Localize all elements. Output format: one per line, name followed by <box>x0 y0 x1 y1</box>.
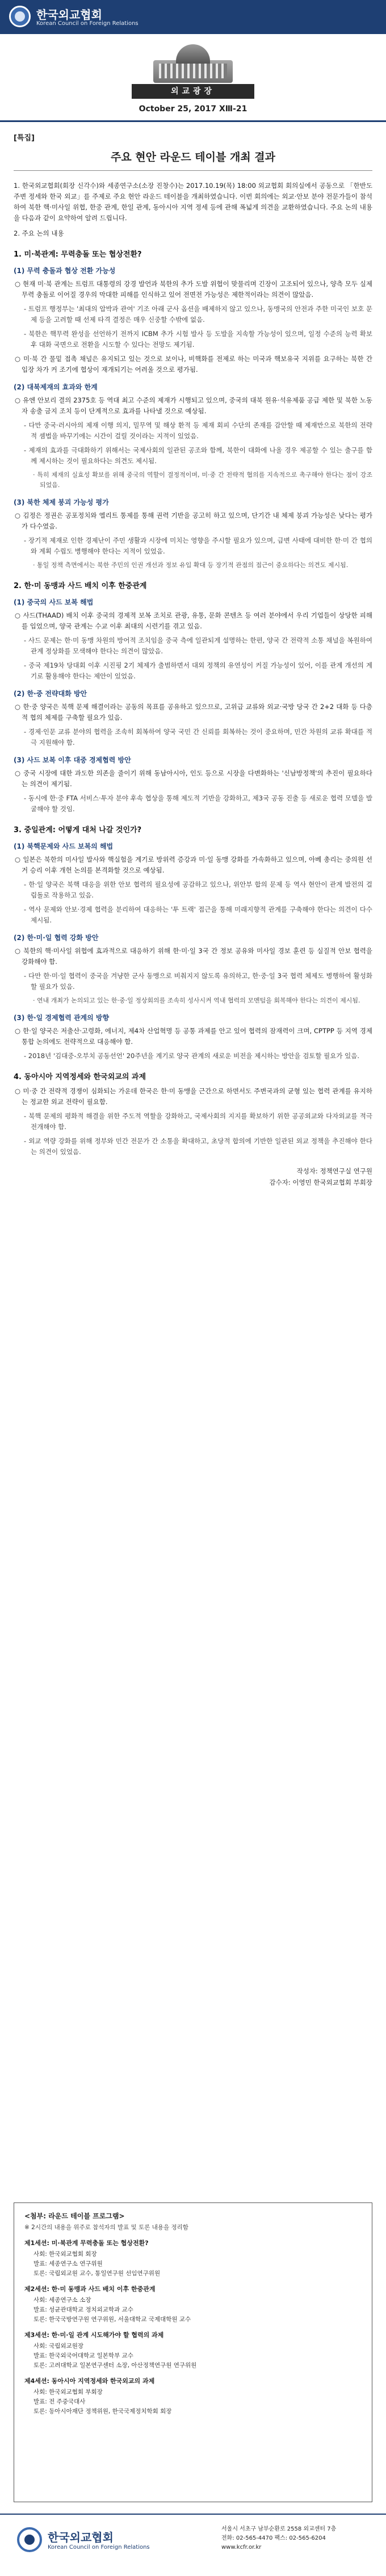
building-seal-icon <box>151 44 235 85</box>
session-name: 제3세션: 한·미·일 관계 시도해가야 할 협력의 과제 <box>24 2331 164 2339</box>
session-line: 사회: 한국외교협회 회장 <box>33 2251 97 2258</box>
title-divider <box>14 170 372 171</box>
org-name-ko: 한국외교협회 <box>36 8 102 22</box>
subsection-heading: (1) 북핵문제와 사드 보복의 해법 <box>14 842 114 850</box>
bullet-item: ○ 중국 시장에 대한 과도한 의존을 줄이기 위해 동남아시아, 인도 등으로 시장을 다변화하는 '신남방정책'의 추진이 필요하다는 의견이 제기됨. <box>15 769 372 788</box>
footer-address: 서울시 서초구 남부순환로 2558 외교센터 7층 <box>221 2526 337 2532</box>
program-note: ※ 2시간의 내용을 위주로 참석자의 발표 및 토론 내용을 정리함 <box>24 2224 188 2231</box>
subsection-heading: (3) 사드 보복 이후 대중 경제협력 방안 <box>14 756 131 764</box>
bullet-item: - 중국 제19차 당대회 이후 시진핑 2기 체제가 출범하면서 대외 정책의 유연성이 커질 가능성이 있어, 이를 관계 개선의 계기로 활용해야 한다는 제안이 있었음. <box>24 661 372 680</box>
bullet-item: ○ 현재 미·북 관계는 트럼프 대통령의 강경 발언과 북한의 추가 도발 위협이 맞물리며 긴장이 고조되어 있으나, 양측 모두 실제 무력 충돌로 이어질 경우의 막대한 피해를 인식하고 있어 전면전 가능성은 제한적이라는 의견이 많았음. <box>15 280 372 299</box>
bullet-item: · 특히 제재의 실효성 확보를 위해 중국의 역할이 결정적이며, 미·중 간 전략적 협의를 지속적으로 촉구해야 한다는 점이 강조되었음. <box>33 471 372 489</box>
author-reviewer: 감수자: 이영민 한국외교협회 부회장 <box>269 1178 372 1186</box>
section-heading: 2. 한·미 동맹과 사드 배치 이후 한중관계 <box>14 582 147 590</box>
footer-org-ko: 한국외교협회 <box>48 2531 114 2544</box>
bullet-item: - 동시에 한·중 FTA 서비스·투자 분야 후속 협상을 통해 제도적 기반을 강화하고, 제3국 공동 진출 등 새로운 협력 모델을 발굴해야 할 것임. <box>24 794 372 813</box>
program-title: <첨부: 라운드 테이블 프로그램> <box>24 2212 125 2220</box>
author-block <box>14 1165 372 1188</box>
subsection-heading: (2) 한·미·일 협력 강화 방안 <box>14 934 99 942</box>
session-line: 사회: 세종연구소 소장 <box>33 2297 91 2304</box>
session-line: 발표: 성균관대학교 정치외교학과 교수 <box>33 2306 133 2313</box>
intro-heading: 2. 주요 논의 내용 <box>14 229 64 237</box>
program-box <box>14 2202 372 2502</box>
bullet-item: - 외교 역량 강화를 위해 정부와 민간 전문가 간 소통을 확대하고, 초당적 합의에 기반한 일관된 외교 정책을 추진해야 한다는 의견이 있었음. <box>24 1137 372 1156</box>
session-line: 발표: 세종연구소 연구위원 <box>33 2260 103 2267</box>
bullet-item: · 연내 개최가 논의되고 있는 한·중·일 정상회의를 조속히 성사시켜 역내 협력의 모멘텀을 회복해야 한다는 의견이 제시됨. <box>33 997 360 1004</box>
session-line: 발표: 전 주중국대사 <box>33 2398 86 2405</box>
bullet-item: - 역사 문제와 안보·경제 협력을 분리하여 대응하는 '투 트랙' 접근을 통해 미래지향적 관계를 구축해야 한다는 의견이 다수 제시됨. <box>24 905 372 924</box>
session-name: 제2세션: 한·미 동맹과 사드 배치 이후 한중관계 <box>24 2285 156 2293</box>
header-bar <box>0 0 386 34</box>
bullet-item: ○ 한·일 양국은 저출산·고령화, 에너지, 제4차 산업혁명 등 공통 과제를 안고 있어 협력의 잠재력이 크며, CPTPP 등 지역 경제 통합 논의에도 전략적으로 대응해야 함. <box>15 1027 372 1046</box>
subsection-heading: (2) 한·중 전략대화 방안 <box>14 690 87 698</box>
bullet-item: - 북한은 핵무력 완성을 선언하기 전까지 ICBM 추가 시험 발사 등 도발을 지속할 가능성이 있으며, 일정 수준의 능력 확보 후 대화 국면으로 전환을 시도할 수 있다는 전망도 제기됨. <box>24 330 372 349</box>
bullet-item: ○ 김정은 정권은 공포정치와 엘리트 통제를 통해 권력 기반을 공고히 하고 있으며, 단기간 내 체제 붕괴 가능성은 낮다는 평가가 다수였음. <box>15 511 372 530</box>
bullet-item: - 사드 문제는 한·미 동맹 차원의 방어적 조치임을 중국 측에 일관되게 설명하는 한편, 양국 간 전략적 소통 채널을 복원하여 관계 정상화를 모색해야 한다는 의견이 많았음. <box>24 636 372 655</box>
session-line: 토론: 동아시아재단 정책위원, 한국국제정치학회 회장 <box>33 2408 172 2415</box>
bullet-item: - 트럼프 행정부는 '최대의 압박과 관여' 기조 아래 군사 옵션을 배제하지 않고 있으나, 동맹국의 안전과 주한 미국인 보호 문제 등을 고려할 때 선제 타격 결정은 매우 신중할 수밖에 없음. <box>24 305 372 324</box>
bullet-item: ○ 미·북 간 물밑 접촉 채널은 유지되고 있는 것으로 보이나, 비핵화를 전제로 하는 미국과 핵보유국 지위를 요구하는 북한 간 입장 차가 커 조기에 협상이 재개되기는 어려울 것으로 평가됨. <box>15 355 372 374</box>
bullet-item: - 북핵 문제의 평화적 해결을 위한 주도적 역할을 강화하고, 국제사회의 지지를 확보하기 위한 공공외교와 다자외교를 적극 전개해야 함. <box>24 1112 372 1131</box>
session-line: 토론: 한국국방연구원 연구위원, 서울대학교 국제대학원 교수 <box>33 2316 191 2323</box>
footer-website-link[interactable]: www.kcfr.or.kr <box>221 2544 262 2550</box>
session-line: 토론: 국립외교원 교수, 통일연구원 선임연구위원 <box>33 2270 161 2277</box>
bullet-item: ○ 북한의 핵·미사일 위협에 효과적으로 대응하기 위해 한·미·일 3국 간 정보 공유와 미사일 경보 훈련 등 실질적 안보 협력을 강화해야 함. <box>15 947 372 966</box>
subsection-heading: (1) 중국의 사드 보복 해법 <box>14 598 94 606</box>
bullet-item: - 2018년 '김대중-오부치 공동선언' 20주년을 계기로 양국 관계의 새로운 비전을 제시하는 방안을 검토할 필요가 있음. <box>24 1052 360 1060</box>
footer-phone: 전화: 02-565-4470 팩스: 02-565-6204 <box>221 2535 326 2541</box>
section-tag: [특집] <box>14 134 35 142</box>
bullet-item: - 장기적 제재로 인한 경제난이 주민 생활과 시장에 미치는 영향을 주시할 필요가 있으며, 급변 사태에 대비한 한·미 간 협의와 계획 수립도 병행해야 한다는 지적이 있었음. <box>24 536 372 555</box>
bullet-item: - 다만 중국·러시아의 제재 이행 의지, 밀무역 및 해상 환적 등 제재 회피 수단의 존재를 감안할 때 제재만으로 북한의 전략적 셈법을 바꾸기에는 시간이 걸릴 것이라는 지적이 있었음. <box>24 421 372 440</box>
bullet-item: - 다만 한·미·일 협력이 중국을 겨냥한 군사 동맹으로 비춰지지 않도록 유의하고, 한·중·일 3국 협력 체제도 병행하여 활성화할 필요가 있음. <box>24 972 372 991</box>
bullet-item: ○ 미·중 간 전략적 경쟁이 심화되는 가운데 한국은 한·미 동맹을 근간으로 하면서도 주변국과의 균형 있는 협력 관계를 유지하는 정교한 외교 전략이 필요함. <box>15 1087 372 1106</box>
footer-divider <box>0 2514 386 2515</box>
author-writer: 작성자: 정책연구실 연구원 <box>296 1167 372 1175</box>
bullet-item: - 제재의 효과를 극대화하기 위해서는 국제사회의 일관된 공조와 함께, 북한이 대화에 나올 경우 제공할 수 있는 출구를 함께 제시하는 것이 필요하다는 의견도 제시됨. <box>24 446 372 465</box>
session-line: 사회: 국립외교원장 <box>33 2343 84 2350</box>
org-name-en: Korean Council on Foreign Relations <box>36 20 139 27</box>
session-name: 제1세션: 미·북관계 무력충돌 또는 협상전환? <box>24 2239 149 2247</box>
page-title: 주요 현안 라운드 테이블 개최 결과 <box>110 151 276 163</box>
bullet-item: ○ 한·중 양국은 북핵 문제 해결이라는 공동의 목표를 공유하고 있으므로, 고위급 교류와 외교·국방 당국 간 2+2 대화 등 다층적 협의 체제를 구축할 필요가 있음. <box>15 703 372 721</box>
kcfr-logo-icon <box>9 6 31 27</box>
session-name: 제4세션: 동아시아 지역정세와 한국외교의 과제 <box>24 2377 155 2385</box>
issue-date: October 25, 2017 XⅢ-21 <box>139 104 247 114</box>
bullet-item: ○ 유엔 안보리 결의 2375호 등 역대 최고 수준의 제재가 시행되고 있으며, 중국의 대북 원유·석유제품 공급 제한 및 북한 노동자 송출 금지 조치 등이 단계적으로 효과를 나타낼 것으로 예상됨. <box>15 396 372 415</box>
section-heading: 4. 동아시아 지역정세와 한국외교의 과제 <box>14 1073 146 1081</box>
series-title: 외교광장 <box>132 84 254 99</box>
session-line: 발표: 한국외국어대학교 일본학부 교수 <box>33 2352 133 2359</box>
bullet-item: ○ 사드(THAAD) 배치 이후 중국의 경제적 보복 조치로 관광, 유통, 문화 콘텐츠 등 여러 분야에서 우리 기업들이 상당한 피해를 입었으며, 양국 관계는 수교 이후 최대의 시련기를 겪고 있음. <box>15 611 372 630</box>
section-heading: 3. 중일관계: 어떻게 대처 나갈 것인가? <box>14 826 142 834</box>
subsection-heading: (3) 북한 체제 붕괴 가능성 평가 <box>14 498 109 506</box>
sections <box>14 248 372 1157</box>
bullet-item: ○ 일본은 북한의 미사일 발사와 핵실험을 계기로 방위력 증강과 미·일 동맹 강화를 가속화하고 있으며, 아베 총리는 중의원 선거 승리 이후 개헌 논의를 본격화할 것으로 예상됨. <box>15 855 372 874</box>
header-divider <box>0 120 386 122</box>
bullet-item: - 경제·인문 교류 분야의 협력을 조속히 회복하여 양국 국민 간 신뢰를 회복하는 것이 중요하며, 민간 차원의 교류 확대를 적극 지원해야 함. <box>24 728 372 746</box>
program-sessions <box>24 2238 362 2416</box>
footer-logo-icon <box>17 2527 42 2552</box>
session-line: 토론: 고려대학교 일본연구센터 소장, 아산정책연구원 연구위원 <box>33 2362 197 2369</box>
footer-org-en: Korean Council on Foreign Relations <box>48 2544 150 2550</box>
bullet-item: - 한·일 양국은 북핵 대응을 위한 안보 협력의 필요성에 공감하고 있으나, 위안부 합의 문제 등 역사 현안이 관계 발전의 걸림돌로 작용하고 있음. <box>24 880 372 899</box>
session-line: 사회: 한국외교협회 부회장 <box>33 2389 103 2395</box>
subsection-heading: (3) 한·일 경제협력 관계의 방향 <box>14 1014 110 1022</box>
bullet-item: · 통일 정책 측면에서는 북한 주민의 인권 개선과 정보 유입 확대 등 장기적 관점의 접근이 중요하다는 의견도 제시됨. <box>33 561 349 569</box>
section-heading: 1. 미·북관계: 무력충돌 또는 협상전환? <box>14 250 142 259</box>
article-body <box>14 181 372 1188</box>
footer-contact <box>221 2525 375 2552</box>
subsection-heading: (2) 대북제재의 효과와 한계 <box>14 383 98 391</box>
intro-paragraph: 1. 한국외교협회(회장 신각수)와 세종연구소(소장 진창수)는 2017.10.19(목) 18:00 외교협회 회의실에서 공동으로 「한반도 주변 정세와 한국 외교」를 주제로 주요 현안 라운드 테이블을 개최하였습니다. 이번 회의에는 외교·안보 분야 전문가들이 참석하여 북한 핵·미사일 위협, 한중 관계, 한일 관계, 동아시아 지역 정세 등에 관해 폭넓게 의견을 교환하였습니다. 주요 논의 내용을 다음과 같이 요약하여 알려 드립니다. <box>14 182 372 222</box>
subsection-heading: (1) 무력 충돌과 협상 전환 가능성 <box>14 267 116 275</box>
